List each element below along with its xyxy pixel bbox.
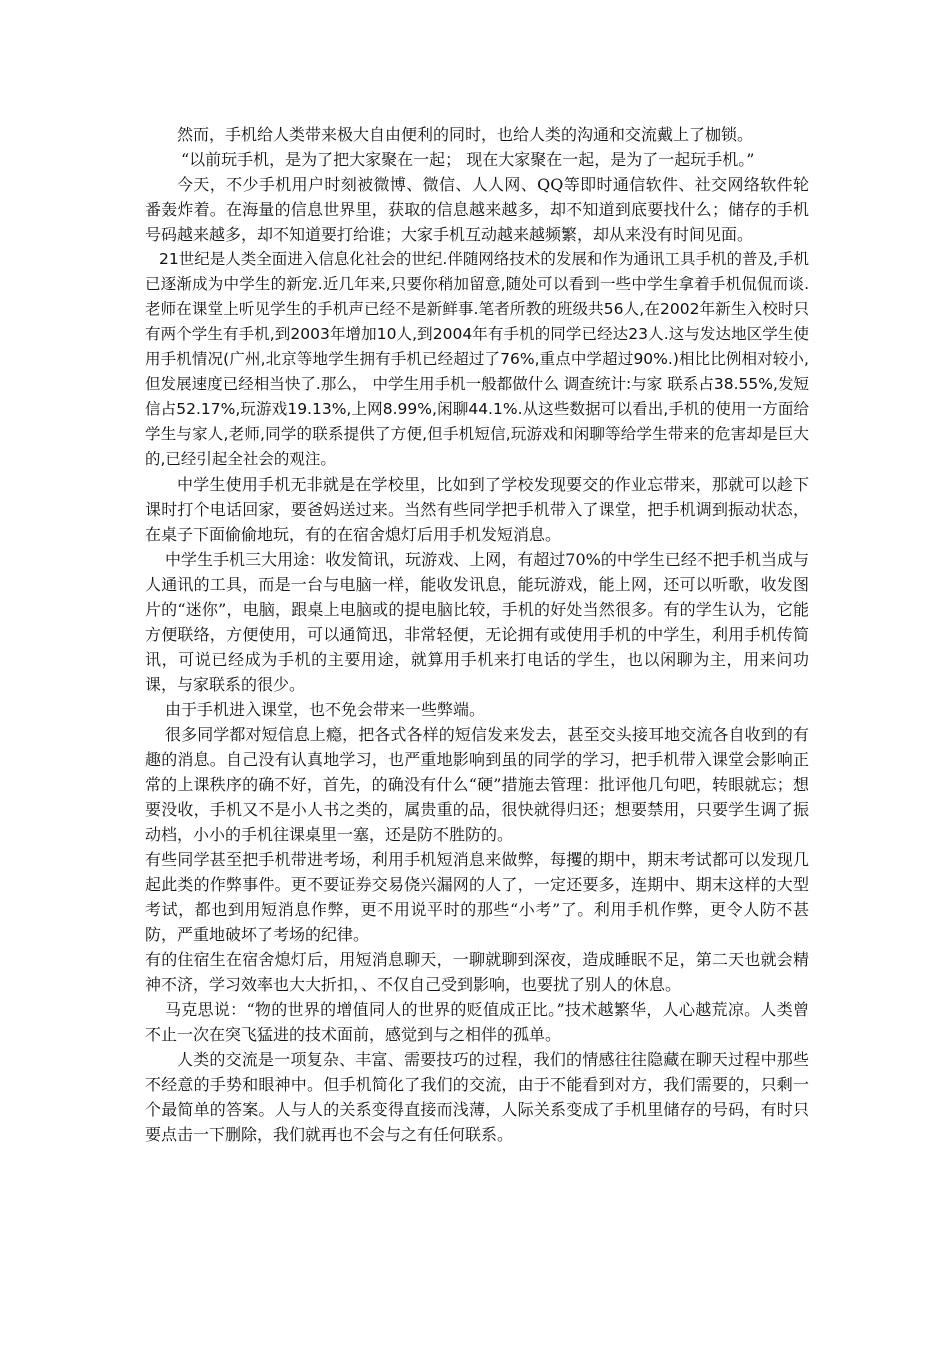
- paragraph-12: 人类的交流是一项复杂、丰富、需要技巧的过程，我们的情感往往隐藏在聊天过程中那些不经意的手势和眼神中。但手机简化了我们的交流，由于不能看到对方，我们需要的，只剩一个最简单的答案。人与人的关系变得直接而浅薄，人际关系变成了手机里储存的号码，有时只要点击一下删除，我们就再也不会与之有任何联系。: [145, 1050, 809, 1144]
- paragraph-3: 今天，不少手机用户时刻被微博、微信、人人网、QQ等即时通信软件、社交网络软件轮番轰炸着。在海量的信息世界里，获取的信息越来越多，却不知道到底要找什么；储存的手机号码越来越多，却不知道要打给谁；大家手机互动越来越频繁，却从来没有时间见面。: [145, 175, 809, 244]
- paragraph-5: 中学生使用手机无非就是在学校里，比如到了学校发现要交的作业忘带来，那就可以趁下课时打个电话回家，要爸妈送过来。当然有些同学把手机带入了课堂，把手机调到振动状态，在桌子下面偷偷地玩，有的在宿舍熄灯后用手机发短消息。: [145, 475, 809, 544]
- paragraph-11: 马克思说：“物的世界的增值同人的世界的贬值成正比。”技术越繁华，人心越荒凉。人类曾不止一次在突飞猛进的技术面前，感觉到与之相伴的孤单。: [145, 1000, 809, 1044]
- paragraph-10: 有的住宿生在宿舍熄灯后，用短消息聊天，一聊就聊到深夜，造成睡眠不足，第二天也就会精神不济，学习效率也大大折扣，、不仅自己受到影响，也要扰了别人的休息。: [145, 950, 809, 994]
- paragraph-4: 21世纪是人类全面进入信息化社会的世纪.伴随网络技术的发展和作为通讯工具手机的普及,手机已逐渐成为中学生的新宠.近几年来,只要你稍加留意,随处可以看到一些中学生拿着手机侃侃而谈.老师在课堂上听见学生的手机声已经不是新鲜事.笔者所教的班级共56人,在2002年新生入校时只有两个学生有手机,到2003年增加10人,到2004年有手机的同学已经达23人.这与发达地区学生使用手机情况(广州,北京等地学生拥有手机已经超过了76%,重点中学超过90%.)相比比例相对较小,但发展速度已经相当快了.那么， 中学生用手机一般都做什么 调查统计:与家 联系占38.55%,发短信占52.17%,玩游戏19.13%,上网8.99%,闲聊44.1%.从这些数据可以看出,手机的使用一方面给学生与家人,老师,同学的联系提供了方便,但手机短信,玩游戏和闲聊等给学生带来的危害却是巨大的,已经引起全社会的观注。: [145, 250, 809, 468]
- paragraph-2: “以前玩手机，是为了把大家聚在一起； 现在大家聚在一起，是为了一起玩手机。”: [181, 150, 755, 169]
- paragraph-8: 很多同学都对短信息上瘾，把各式各样的短信发来发去，甚至交头接耳地交流各自收到的有趣的消息。自己没有认真地学习，也严重地影响到虽的同学的学习，把手机带入课堂会影响正常的上课秩序的确不好，首先，的确没有什么“硬”措施去管理：批评他几句吧，转眼就忘；想要没收，手机又不是小人书之类的，属贵重的品，很快就得归还；想要禁用，只要学生调了振动档，小小的手机往课桌里一塞，还是防不胜防的。: [145, 725, 809, 844]
- paragraph-9: 有些同学甚至把手机带进考场，利用手机短消息来做弊，每攫的期中，期末考试都可以发现几起此类的作弊事件。更不要证券交易侥兴漏网的人了，一定还要多，连期中、期末这样的大型考试，都也到用短消息作弊，更不用说平时的那些“小考”了。利用手机作弊，更令人防不甚防，严重地破坏了考场的纪律。: [145, 850, 809, 944]
- document-body: [145, 122, 809, 1147]
- paragraph-7: 由于手机进入课堂，也不免会带来一些弊端。: [165, 700, 486, 719]
- paragraph-1: 然而，手机给人类带来极大自由便利的同时，也给人类的沟通和交流戴上了枷锁。: [177, 125, 754, 144]
- paragraph-6: 中学生手机三大用途：收发简讯，玩游戏、上网，有超过70%的中学生已经不把手机当成与人通讯的工具，而是一台与电脑一样，能收发讯息，能玩游戏，能上网，还可以听歌，收发图片的“迷你”，电脑，跟桌上电脑或的提电脑比较，手机的好处当然很多。有的学生认为，它能方便联络，方便使用，可以通简迅，非常轻便，无论拥有或使用手机的中学生，利用手机传简讯，可说已经成为手机的主要用途，就算用手机来打电话的学生，也以闲聊为主，用来问功课，与家联系的很少。: [145, 550, 809, 694]
